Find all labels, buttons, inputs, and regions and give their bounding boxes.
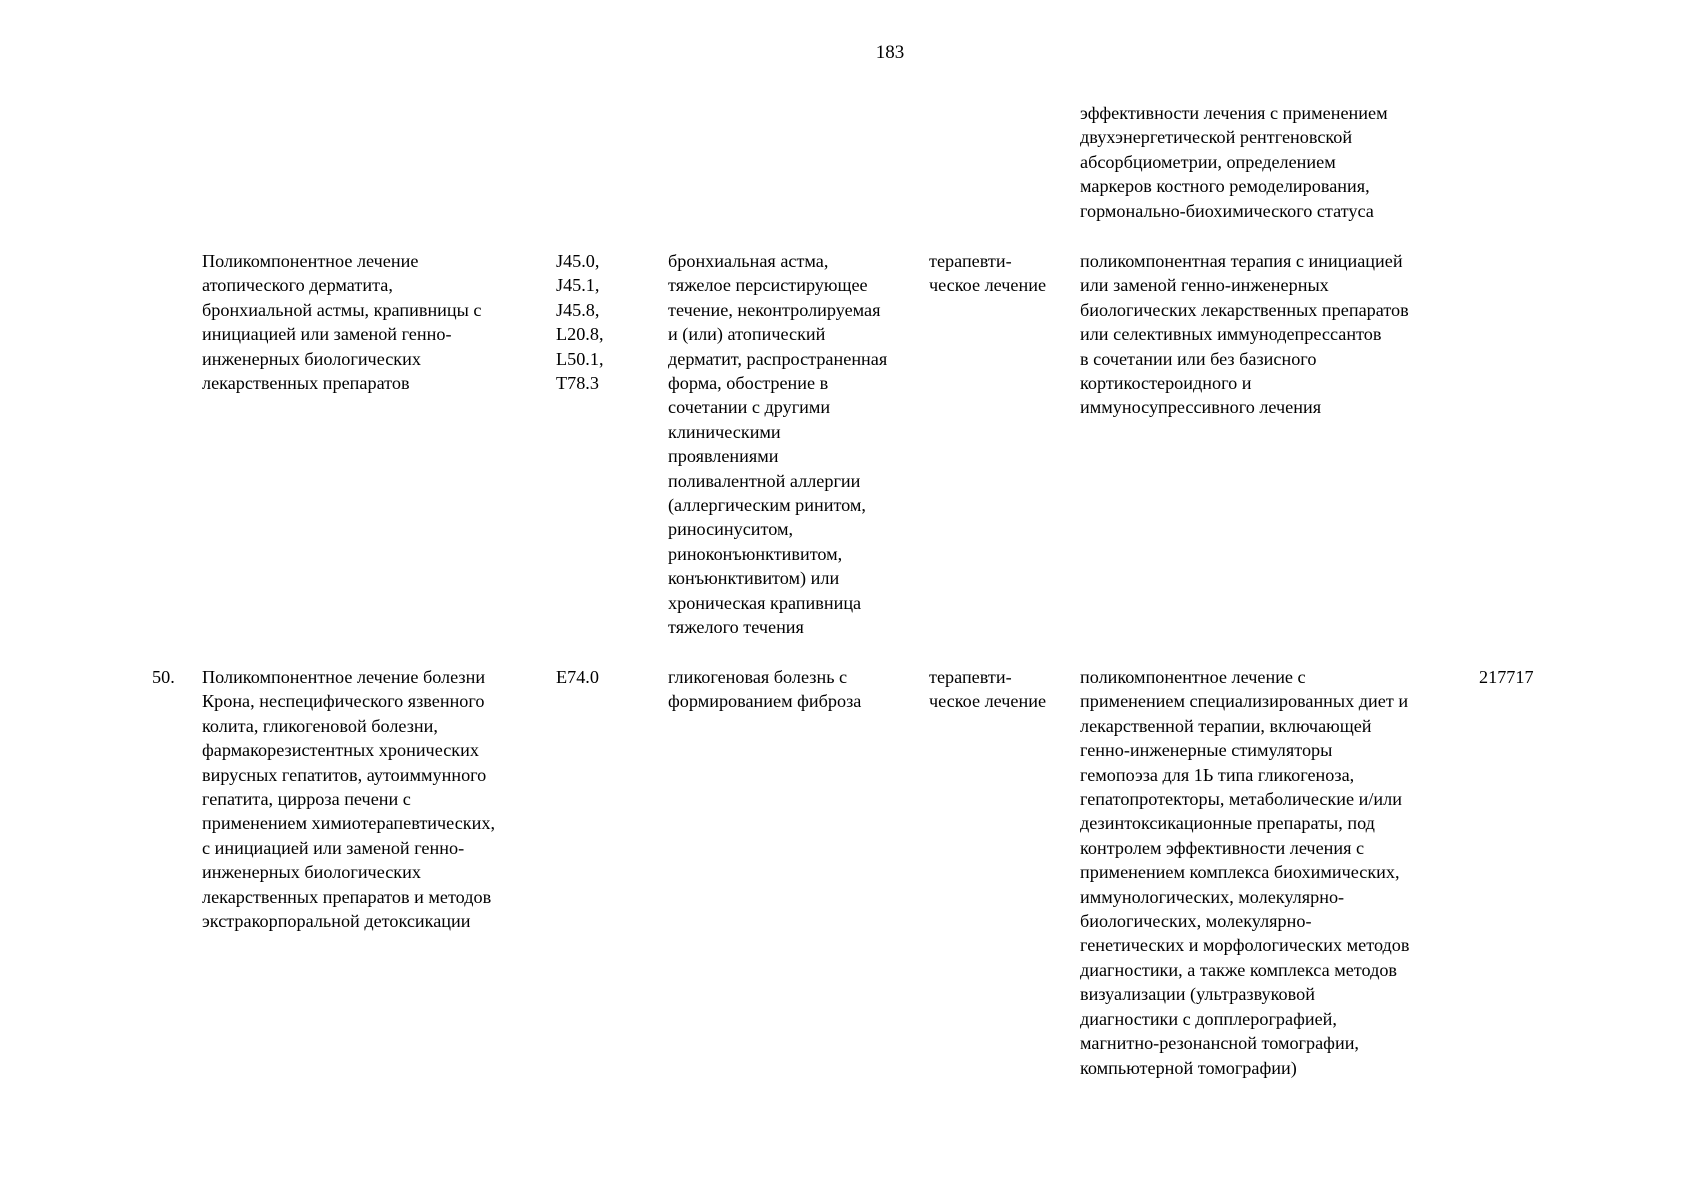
patient-model: бронхиальная астма, тяжелое персистирующее течение, неконтролируемая и (или) атопический дерматит, распространенная форма, обострение в сочетании с другими клиническими проявлениями поливалентной аллергии (аллергическим ринитом, риносинуситом, риноконъюнктивитом, конъюнктивитом) или хроническая крапивница тяжелого течения [668, 251, 888, 638]
treatment-type: терапевти- ческое лечение [929, 667, 1047, 712]
row-number: 50. [152, 667, 175, 687]
patient-model: гликогеновая болезнь с формированием фиброза [668, 667, 862, 712]
treatment-name: Поликомпонентное лечение атопического дерматита, бронхиальной астмы, крапивницы с инициацией или заменой генно- инженерных биологических лекарственных препаратов [202, 251, 482, 394]
treatment-method: поликомпонентная терапия с инициацией или заменой генно-инженерных биологических лекарственных препаратов или селективных иммунодепрессантов в сочетании или без базисного кортикостероидного и иммуносупрессивного лечения [1080, 251, 1409, 418]
icd-codes: E74.0 [556, 667, 599, 687]
cost-value: 217717 [1479, 667, 1534, 687]
treatment-method: поликомпонентное лечение с применением специализированных диет и лекарственной терапии, включающей генно-инженерные стимуляторы гемопоэза для 1Ь типа гликогеноза, гепатопротекторы, метаболические и/или дезинтоксикационные препараты, под контролем эффективности лечения с применением комплекса биохимических, иммунологических, молекулярно- биологических, молекулярно- генетических и морфологических методов диагностики, а также комплекса методов визуализации (ультразвуковой диагностики с допплерографией, магнитно-резонансной томографии, компьютерной томографии) [1080, 667, 1410, 1078]
icd-codes: J45.0, J45.1, J45.8, L20.8, L50.1, T78.3 [556, 251, 604, 394]
treatment-name: Поликомпонентное лечение болезни Крона, неспецифического язвенного колита, гликогеновой болезни, фармакорезистентных хронических вирусных гепатитов, аутоиммунного гепатита, цирроза печени с применением химиотерапевтических, с инициацией или заменой генно- инженерных биологических лекарственных препаратов и методов экстракорпоральной детоксикации [202, 667, 495, 932]
page-number: 183 [875, 42, 905, 63]
treatment-type: терапевти- ческое лечение [929, 251, 1047, 296]
continuation-method-text: эффективности лечения с применением двухэнергетической рентгеновской абсорбциометрии, определением маркеров костного ремоделирования, гормонально-биохимического статуса [1080, 103, 1388, 221]
